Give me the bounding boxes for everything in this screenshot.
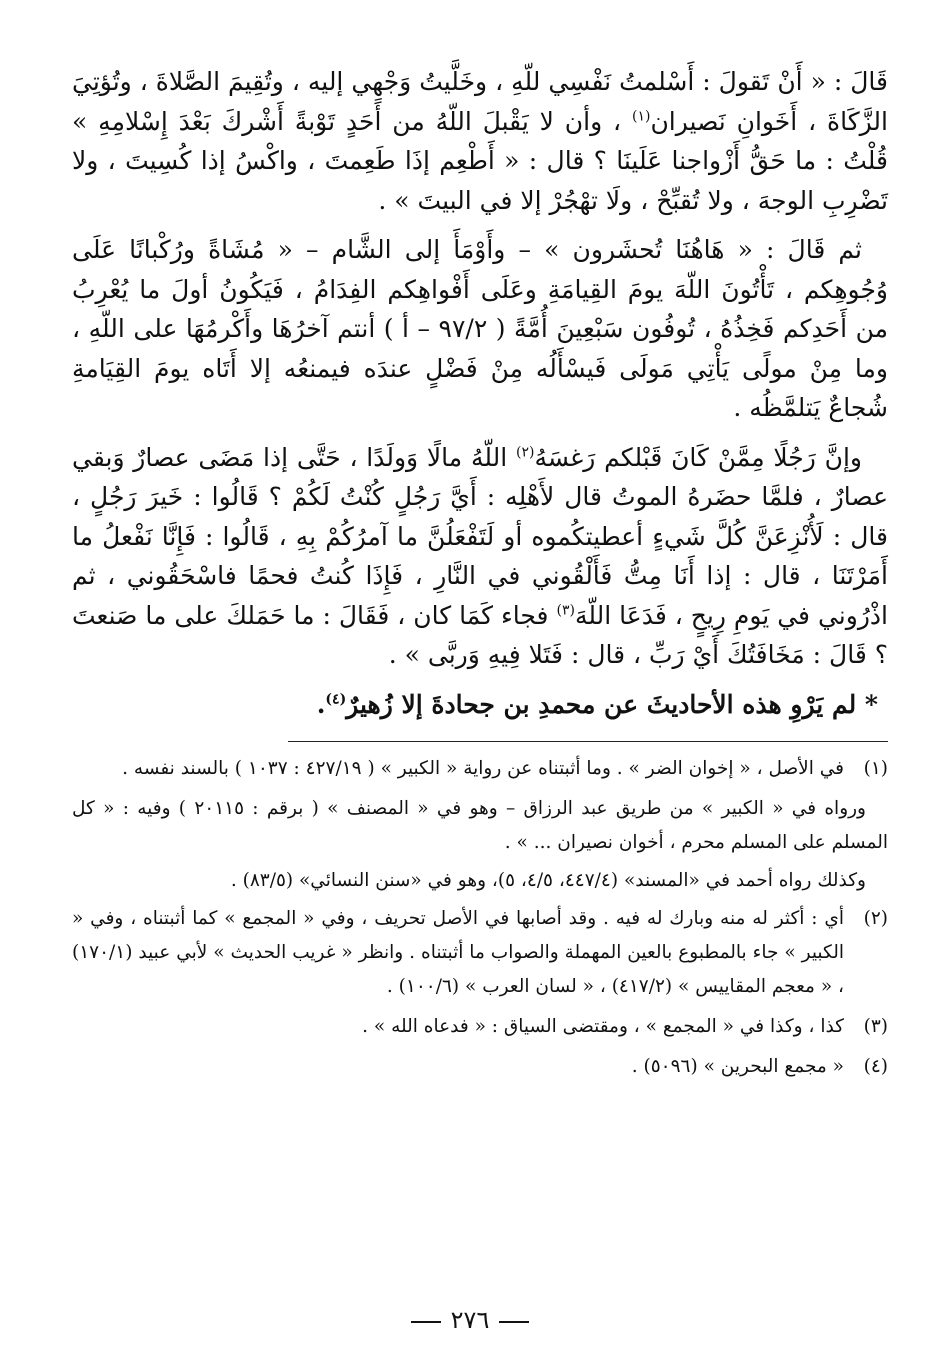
dash-left xyxy=(499,1321,529,1323)
section-note-text: لم يَرْوِ هذه الأحاديثَ عن محمدِ بن جحادةَ إلا زُهيرٌ xyxy=(346,689,857,719)
document-page xyxy=(72,62,888,1363)
footnote-4 xyxy=(72,1050,888,1088)
footnote-number: (٢) xyxy=(863,907,888,929)
paragraph-2 xyxy=(72,230,888,428)
dash-right xyxy=(411,1321,441,1323)
paragraph-1-continuation: ، وأن لا يَقْبلَ اللّهُ من أَحَدٍ تَوْبةً أَشْركَ بَعْدَ إِسْلامِهِ » قُلْتُ : ما حَقُّ أَزْواجنا عَلَينَا ؟ قال : « أَطْعِم إذَا طَعِمتَ ، واكْسُ إذا كُسِيتَ ، ولا تَضْرِبِ الوجهَ ، ولا تُقبِّحْ ، ولَا تهْجُرْ إلا في البيتَ » . xyxy=(72,106,888,215)
footnote-ref-3[interactable]: (٣) xyxy=(556,602,575,619)
footnote-ref-4[interactable]: (٤) xyxy=(325,691,347,708)
footnote-body xyxy=(72,752,844,790)
footnote-ref-2[interactable]: (٢) xyxy=(515,444,535,461)
paragraph-3 xyxy=(72,438,888,675)
main-text xyxy=(72,62,888,725)
paragraph-1 xyxy=(72,62,888,220)
footnote-number: (١) xyxy=(863,757,888,779)
section-note xyxy=(72,685,888,725)
footnote-ref-1[interactable]: (١) xyxy=(631,108,651,125)
page-number-text: ٢٧٦ xyxy=(450,1306,490,1334)
footnote-divider xyxy=(288,741,888,742)
footnote-text: « مجمع البحرين » (٥٠٩٦) . xyxy=(631,1055,844,1077)
paragraph-2-text: ثم قَالَ : « هَاهُنَا تُحشَرون » – وأَوْمَأَ إلى الشَّام – « مُشَاةً ورُكْبانًا عَلَى وُجُوهِكم ، تَأْتُونَ اللّهَ يومَ القِيامَةِ وعَلَى أَفْواهِكم الفِدَامُ ، فَيَكُونُ أولَ ما يُعْرِبُ من أَحَدِكم فَخِذُهُ ، تُوفُون سَبْعِينَ أُمَّةً ( ٩٧/٢ – أ ) أنتم آخرُهَا وأَكْرمُهَا على اللّهِ ، وما مِنْ مولًى يَأْتِي مَولَى فَيسْأَلُه مِنْ فَضْلٍ عندَه فيمنعُه إلا أَتَاه يومَ القِيَامةِ شُجاعٌ يَتلمَّظُه . xyxy=(72,235,889,422)
footnotes xyxy=(72,752,888,1088)
paragraph-1-text: قَالَ : « أَنْ تَقولَ : أَسْلمتُ نَفْسِي للّهِ ، وخَلَّيتُ وَجْهِي إليه ، وتُقِيمَ الصَّلاةَ ، وتُؤتِيَ الزَّكَاةَ ، أَخَوانِ نَصيران xyxy=(72,67,888,136)
footnote-1-continuation xyxy=(72,792,888,898)
footnote-number: (٤) xyxy=(863,1055,888,1077)
footnote-text: وكذلك رواه أحمد في «المسند» (٤٤٧/٤، ٤/٥، ٥)، وهو في «سنن النسائي» (٨٣/٥) . xyxy=(230,869,866,891)
footnote-text: ورواه في « الكبير » من طريق عبد الرزاق – وهو في « المصنف » ( برقم : ٢٠١١٥ ) وفيه : « كل المسلم على المسلم محرم ، أخوان نصيران ... » . xyxy=(72,797,888,853)
footnote-body xyxy=(72,1010,844,1048)
paragraph-3-text: وإنَّ رَجُلًا مِمَّنْ كَانَ قَبْلكم رَغسَهُ xyxy=(534,442,862,472)
footnote-text: في الأصل ، « إخوان الضر » . وما أثبتناه عن رواية « الكبير » ( ٤٢٧/١٩ : ١٠٣٧ ) بالسند نفسه . xyxy=(122,757,844,779)
footnote-3 xyxy=(72,1010,888,1048)
footnote-number: (٣) xyxy=(863,1015,888,1037)
section-note-end: . xyxy=(316,689,326,719)
asterisk-icon: * xyxy=(864,689,878,719)
paragraph-3-tail: فجاء كَمَا كان ، فَقَالَ : ما حَمَلكَ على ما صَنعتَ ؟ قَالَ : مَخَافَتُكَ أَيْ رَبِّ ، قال : فَتَلا فِيهِ وَربَّى » . xyxy=(72,600,888,669)
footnote-body xyxy=(72,1050,844,1088)
paragraph-3-continuation: اللّهُ مالًا وَولَدًا ، حَتَّى إذا مَضَى عصارٌ وَبقي عصارٌ ، فلمَّا حضَرهُ الموتُ قال لأَهْلِه : أَيَّ رَجُلٍ كُنْتُ لَكُمْ ؟ قَالُوا : خَيرَ رَجُلٍ ، قال : لَأُنْزِعَنَّ كُلَّ شَيءٍ أعطيتكُموه أو لَتَفْعَلُنَّ ما آمرُكُمْ بِهِ ، قَالُوا : فَإِنَّا نَفْعلُ ما أَمَرْتَنَا ، قال : إذا أَنَا مِتُّ فَأَلْقُوني في النَّارِ ، فَإِذَا كُنتُ فحمًا فاسْحَقُوني ، ثم اذْرُوني في يَومِ رِيحٍ ، فَدَعَا اللّهَ xyxy=(72,442,888,630)
footnote-text: كذا ، وكذا في « المجمع » ، ومقتضى السياق : « فدعاه الله » . xyxy=(362,1015,844,1037)
footnote-2 xyxy=(72,902,888,1008)
page-number xyxy=(0,1306,940,1334)
footnote-text: أي : أكثر له منه وبارك له فيه . وقد أصابها في الأصل تحريف ، وفي « المجمع » كما أثبتناه ، وفي « الكبير » جاء بالمطبوع بالعين المهملة والصواب ما أثبتناه . وانظر « غريب الحديث » لأبي عبيد (١٧٠/١) ، « معجم المقاييس » (٤١٧/٢) ، « لسان العرب » (١٠٠/٦) . xyxy=(72,907,844,997)
footnote-1 xyxy=(72,752,888,790)
footnote-body xyxy=(72,902,844,1008)
